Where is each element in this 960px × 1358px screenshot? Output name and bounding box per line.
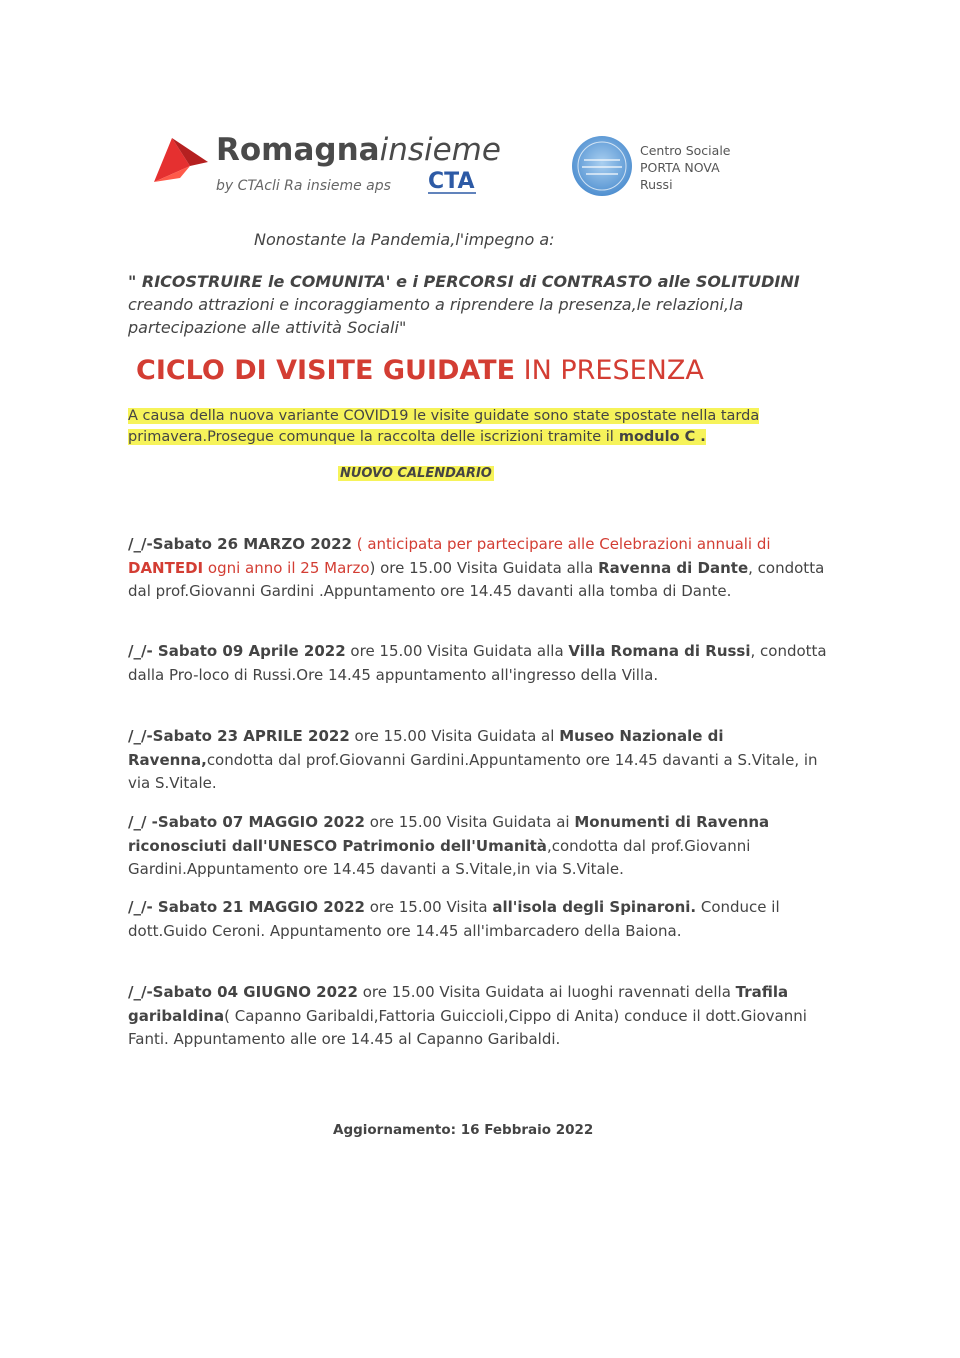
- centro-line: Centro Sociale: [640, 143, 731, 158]
- calendar-label: NUOVO CALENDARIO: [340, 466, 492, 481]
- brand-subtitle: by CTAcli Ra insieme aps: [216, 178, 391, 194]
- centro-sociale-logo: [570, 134, 770, 204]
- cta-logo-icon: [426, 166, 478, 196]
- centro-line: Russi: [640, 177, 673, 192]
- page-title: CICLO DI VISITE GUIDATE IN PRESENZA: [136, 355, 704, 386]
- red-triangle-logo-icon: [150, 132, 212, 186]
- centro-line: PORTA NOVA: [640, 160, 720, 175]
- list-item: /_/-Sabato 26 MARZO 2022 ( anticipata per partecipare alle Celebrazioni annuali di DANTEDI ogni anno il 25 Marzo) ore 15.00 Visita Guidata alla Ravenna di Dante, condotta dal prof.Giovanni Gardini .Appuntamento ore 14.45 davanti alla tomba di Dante.: [128, 535, 825, 600]
- porta-nova-seal-icon: [570, 134, 634, 198]
- centro-sociale-text: [640, 142, 730, 193]
- cta-logo-text: CTA: [428, 169, 475, 194]
- list-item: /_/-Sabato 04 GIUGNO 2022 ore 15.00 Visita Guidata ai luoghi ravennati della Trafila garibaldina( Capanno Garibaldi,Fattoria Guiccioli,Cippo di Anita) conduce il dott.Giovanni Fanti. Appuntamento alle ore 14.45 al Capanno Garibaldi.: [128, 983, 807, 1048]
- romagnainsieme-logo: [150, 128, 520, 208]
- mission-quote: " RICOSTRUIRE le COMUNITA' e i PERCORSI di CONTRASTO alle SOLITUDINI creando attrazioni e incoraggiamento a riprendere la presenza,le relazioni,la partecipazione alle attività Sociali": [128, 272, 800, 337]
- brand-name: Romagnainsieme: [216, 132, 501, 168]
- update-date: Aggiornamento: 16 Febbraio 2022: [333, 1122, 594, 1138]
- list-item: /_/-Sabato 23 APRILE 2022 ore 15.00 Visita Guidata al Museo Nazionale di Ravenna,condotta dal prof.Giovanni Gardini.Appuntamento ore 14.45 davanti a S.Vitale, in via S.Vitale.: [128, 727, 818, 792]
- intro-text: Nonostante la Pandemia,l'impegno a:: [254, 230, 555, 249]
- covid-notice: A causa della nuova variante COVID19 le visite guidate sono state spostate nella tarda primavera.Prosegue comunque la raccolta delle iscrizioni tramite il modulo C .: [128, 408, 760, 445]
- list-item: /_/- Sabato 21 MAGGIO 2022 ore 15.00 Visita all'isola degli Spinaroni. Conduce il dott.Guido Ceroni. Appuntamento ore 14.45 all'imbarcadero della Baiona.: [128, 898, 780, 940]
- list-item: /_/- Sabato 09 Aprile 2022 ore 15.00 Visita Guidata alla Villa Romana di Russi, condotta dalla Pro-loco di Russi.Ore 14.45 appuntamento all'ingresso della Villa.: [128, 642, 827, 684]
- list-item: /_/ -Sabato 07 MAGGIO 2022 ore 15.00 Visita Guidata ai Monumenti di Ravenna riconosciuti dall'UNESCO Patrimonio dell'Umanità,condotta dal prof.Giovanni Gardini.Appuntamento ore 14.45 davanti a S.Vitale,in via S.Vitale.: [128, 813, 770, 878]
